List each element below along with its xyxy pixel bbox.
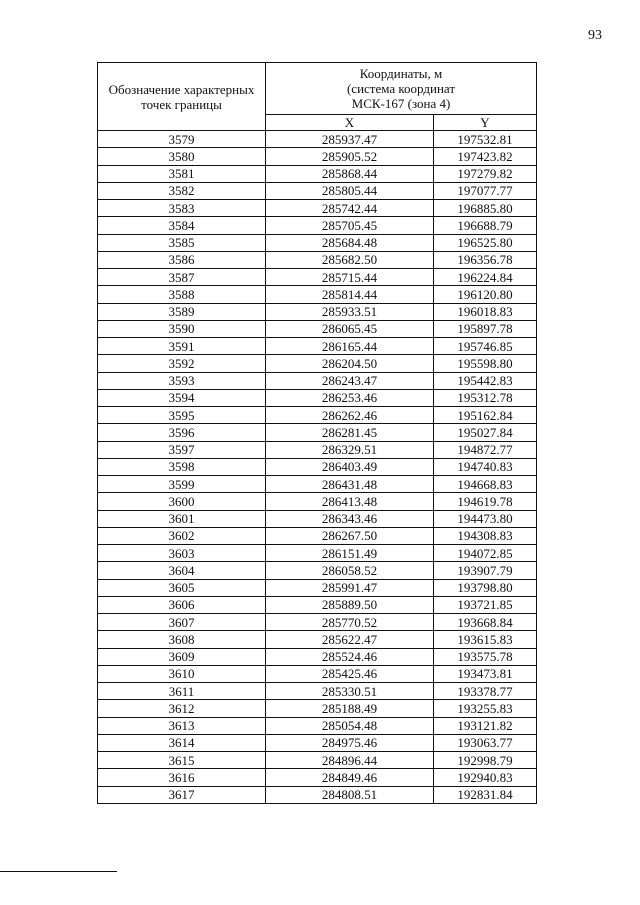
point-id-cell: 3589 xyxy=(98,303,266,320)
point-id-cell: 3593 xyxy=(98,372,266,389)
table-row xyxy=(98,527,537,544)
table-row xyxy=(98,476,537,493)
y-coordinate-cell: 192940.83 xyxy=(434,769,537,786)
table-row xyxy=(98,665,537,682)
table-row xyxy=(98,200,537,217)
point-id-cell: 3579 xyxy=(98,131,266,148)
point-id-cell: 3606 xyxy=(98,596,266,613)
y-coordinate-cell: 193121.82 xyxy=(434,717,537,734)
point-id-cell: 3598 xyxy=(98,458,266,475)
table-row xyxy=(98,424,537,441)
y-coordinate-cell: 194308.83 xyxy=(434,527,537,544)
x-coordinate-cell: 285933.51 xyxy=(266,303,434,320)
table-row xyxy=(98,182,537,199)
x-coordinate-cell: 286431.48 xyxy=(266,476,434,493)
x-coordinate-cell: 286329.51 xyxy=(266,441,434,458)
point-id-cell: 3592 xyxy=(98,355,266,372)
y-coordinate-cell: 197279.82 xyxy=(434,165,537,182)
y-coordinate-cell: 192998.79 xyxy=(434,752,537,769)
y-coordinate-cell: 193063.77 xyxy=(434,734,537,751)
point-id-cell: 3607 xyxy=(98,614,266,631)
x-coordinate-cell: 285684.48 xyxy=(266,234,434,251)
x-coordinate-cell: 284975.46 xyxy=(266,734,434,751)
table-row xyxy=(98,131,537,148)
point-id-cell: 3610 xyxy=(98,665,266,682)
table-row xyxy=(98,510,537,527)
point-id-cell: 3614 xyxy=(98,734,266,751)
point-id-cell: 3581 xyxy=(98,165,266,182)
x-coordinate-cell: 286165.44 xyxy=(266,338,434,355)
table-row xyxy=(98,631,537,648)
x-coordinate-cell: 286281.45 xyxy=(266,424,434,441)
point-id-cell: 3599 xyxy=(98,476,266,493)
table-row xyxy=(98,734,537,751)
point-id-cell: 3602 xyxy=(98,527,266,544)
y-coordinate-cell: 196018.83 xyxy=(434,303,537,320)
header-coordinates-line-1: Координаты, м xyxy=(359,65,443,81)
table-row xyxy=(98,683,537,700)
point-id-cell: 3615 xyxy=(98,752,266,769)
y-coordinate-cell: 195312.78 xyxy=(434,389,537,406)
table-row xyxy=(98,717,537,734)
y-coordinate-cell: 196525.80 xyxy=(434,234,537,251)
y-coordinate-cell: 194872.77 xyxy=(434,441,537,458)
header-coordinates-line-2: (система координат xyxy=(346,80,456,96)
y-coordinate-cell: 192831.84 xyxy=(434,786,537,803)
table-row xyxy=(98,148,537,165)
x-coordinate-cell: 285814.44 xyxy=(266,286,434,303)
point-id-cell: 3584 xyxy=(98,217,266,234)
table-row xyxy=(98,752,537,769)
point-id-cell: 3597 xyxy=(98,441,266,458)
table-row xyxy=(98,562,537,579)
point-id-cell: 3612 xyxy=(98,700,266,717)
point-id-cell: 3585 xyxy=(98,234,266,251)
y-coordinate-cell: 197077.77 xyxy=(434,182,537,199)
point-id-cell: 3595 xyxy=(98,407,266,424)
x-coordinate-cell: 285889.50 xyxy=(266,596,434,613)
y-coordinate-cell: 193378.77 xyxy=(434,683,537,700)
y-coordinate-cell: 195027.84 xyxy=(434,424,537,441)
point-id-cell: 3582 xyxy=(98,182,266,199)
table-row xyxy=(98,596,537,613)
x-coordinate-cell: 286058.52 xyxy=(266,562,434,579)
header-coordinates xyxy=(266,63,537,115)
x-coordinate-cell: 285937.47 xyxy=(266,131,434,148)
y-coordinate-cell: 195162.84 xyxy=(434,407,537,424)
table-body xyxy=(98,131,537,804)
table-row xyxy=(98,769,537,786)
x-coordinate-cell: 285705.45 xyxy=(266,217,434,234)
table-row xyxy=(98,269,537,286)
y-coordinate-cell: 193907.79 xyxy=(434,562,537,579)
x-coordinate-cell: 285905.52 xyxy=(266,148,434,165)
point-id-cell: 3586 xyxy=(98,251,266,268)
point-id-cell: 3587 xyxy=(98,269,266,286)
table-row xyxy=(98,458,537,475)
x-coordinate-cell: 285991.47 xyxy=(266,579,434,596)
header-point-designation: Обозначение характерных точек границы xyxy=(98,63,266,131)
table-row xyxy=(98,251,537,268)
table-row xyxy=(98,286,537,303)
header-y: Y xyxy=(434,114,537,130)
table-row xyxy=(98,700,537,717)
x-coordinate-cell: 286065.45 xyxy=(266,320,434,337)
table-row xyxy=(98,320,537,337)
y-coordinate-cell: 196224.84 xyxy=(434,269,537,286)
table-row xyxy=(98,355,537,372)
x-coordinate-cell: 286262.46 xyxy=(266,407,434,424)
table-row xyxy=(98,303,537,320)
point-id-cell: 3617 xyxy=(98,786,266,803)
y-coordinate-cell: 193798.80 xyxy=(434,579,537,596)
y-coordinate-cell: 194619.78 xyxy=(434,493,537,510)
y-coordinate-cell: 193668.84 xyxy=(434,614,537,631)
x-coordinate-cell: 285524.46 xyxy=(266,648,434,665)
point-id-cell: 3590 xyxy=(98,320,266,337)
table-row xyxy=(98,614,537,631)
x-coordinate-cell: 286204.50 xyxy=(266,355,434,372)
point-id-cell: 3583 xyxy=(98,200,266,217)
table-row xyxy=(98,338,537,355)
table-row xyxy=(98,165,537,182)
header-coordinates-line-3: МСК-167 (зона 4) xyxy=(351,95,451,111)
x-coordinate-cell: 284896.44 xyxy=(266,752,434,769)
point-id-cell: 3603 xyxy=(98,545,266,562)
y-coordinate-cell: 194668.83 xyxy=(434,476,537,493)
table-row xyxy=(98,545,537,562)
table-row xyxy=(98,579,537,596)
table-row xyxy=(98,441,537,458)
x-coordinate-cell: 286151.49 xyxy=(266,545,434,562)
x-coordinate-cell: 286243.47 xyxy=(266,372,434,389)
y-coordinate-cell: 196688.79 xyxy=(434,217,537,234)
coordinates-table xyxy=(97,62,537,804)
table-row xyxy=(98,234,537,251)
y-coordinate-cell: 193473.81 xyxy=(434,665,537,682)
x-coordinate-cell: 285742.44 xyxy=(266,200,434,217)
page-number: 93 xyxy=(588,28,602,43)
y-coordinate-cell: 194473.80 xyxy=(434,510,537,527)
table-row xyxy=(98,217,537,234)
footnote-divider xyxy=(0,871,117,872)
x-coordinate-cell: 285868.44 xyxy=(266,165,434,182)
x-coordinate-cell: 286343.46 xyxy=(266,510,434,527)
x-coordinate-cell: 285715.44 xyxy=(266,269,434,286)
point-id-cell: 3605 xyxy=(98,579,266,596)
x-coordinate-cell: 286403.49 xyxy=(266,458,434,475)
table-row xyxy=(98,389,537,406)
x-coordinate-cell: 285622.47 xyxy=(266,631,434,648)
point-id-cell: 3613 xyxy=(98,717,266,734)
point-id-cell: 3601 xyxy=(98,510,266,527)
point-id-cell: 3600 xyxy=(98,493,266,510)
x-coordinate-cell: 285330.51 xyxy=(266,683,434,700)
table-row xyxy=(98,786,537,803)
table-row xyxy=(98,407,537,424)
x-coordinate-cell: 286413.48 xyxy=(266,493,434,510)
y-coordinate-cell: 193575.78 xyxy=(434,648,537,665)
x-coordinate-cell: 286267.50 xyxy=(266,527,434,544)
y-coordinate-cell: 193615.83 xyxy=(434,631,537,648)
y-coordinate-cell: 196120.80 xyxy=(434,286,537,303)
y-coordinate-cell: 195746.85 xyxy=(434,338,537,355)
x-coordinate-cell: 285682.50 xyxy=(266,251,434,268)
y-coordinate-cell: 194740.83 xyxy=(434,458,537,475)
table-row xyxy=(98,493,537,510)
x-coordinate-cell: 285805.44 xyxy=(266,182,434,199)
x-coordinate-cell: 285188.49 xyxy=(266,700,434,717)
point-id-cell: 3588 xyxy=(98,286,266,303)
x-coordinate-cell: 284849.46 xyxy=(266,769,434,786)
y-coordinate-cell: 196356.78 xyxy=(434,251,537,268)
y-coordinate-cell: 194072.85 xyxy=(434,545,537,562)
y-coordinate-cell: 195442.83 xyxy=(434,372,537,389)
point-id-cell: 3616 xyxy=(98,769,266,786)
y-coordinate-cell: 193721.85 xyxy=(434,596,537,613)
point-id-cell: 3591 xyxy=(98,338,266,355)
x-coordinate-cell: 285425.46 xyxy=(266,665,434,682)
y-coordinate-cell: 193255.83 xyxy=(434,700,537,717)
x-coordinate-cell: 285054.48 xyxy=(266,717,434,734)
y-coordinate-cell: 195598.80 xyxy=(434,355,537,372)
y-coordinate-cell: 197532.81 xyxy=(434,131,537,148)
y-coordinate-cell: 196885.80 xyxy=(434,200,537,217)
point-id-cell: 3604 xyxy=(98,562,266,579)
header-x: X xyxy=(266,114,434,130)
table-row xyxy=(98,648,537,665)
x-coordinate-cell: 284808.51 xyxy=(266,786,434,803)
point-id-cell: 3596 xyxy=(98,424,266,441)
y-coordinate-cell: 195897.78 xyxy=(434,320,537,337)
point-id-cell: 3608 xyxy=(98,631,266,648)
y-coordinate-cell: 197423.82 xyxy=(434,148,537,165)
point-id-cell: 3609 xyxy=(98,648,266,665)
point-id-cell: 3580 xyxy=(98,148,266,165)
point-id-cell: 3611 xyxy=(98,683,266,700)
x-coordinate-cell: 285770.52 xyxy=(266,614,434,631)
x-coordinate-cell: 286253.46 xyxy=(266,389,434,406)
point-id-cell: 3594 xyxy=(98,389,266,406)
table-row xyxy=(98,372,537,389)
